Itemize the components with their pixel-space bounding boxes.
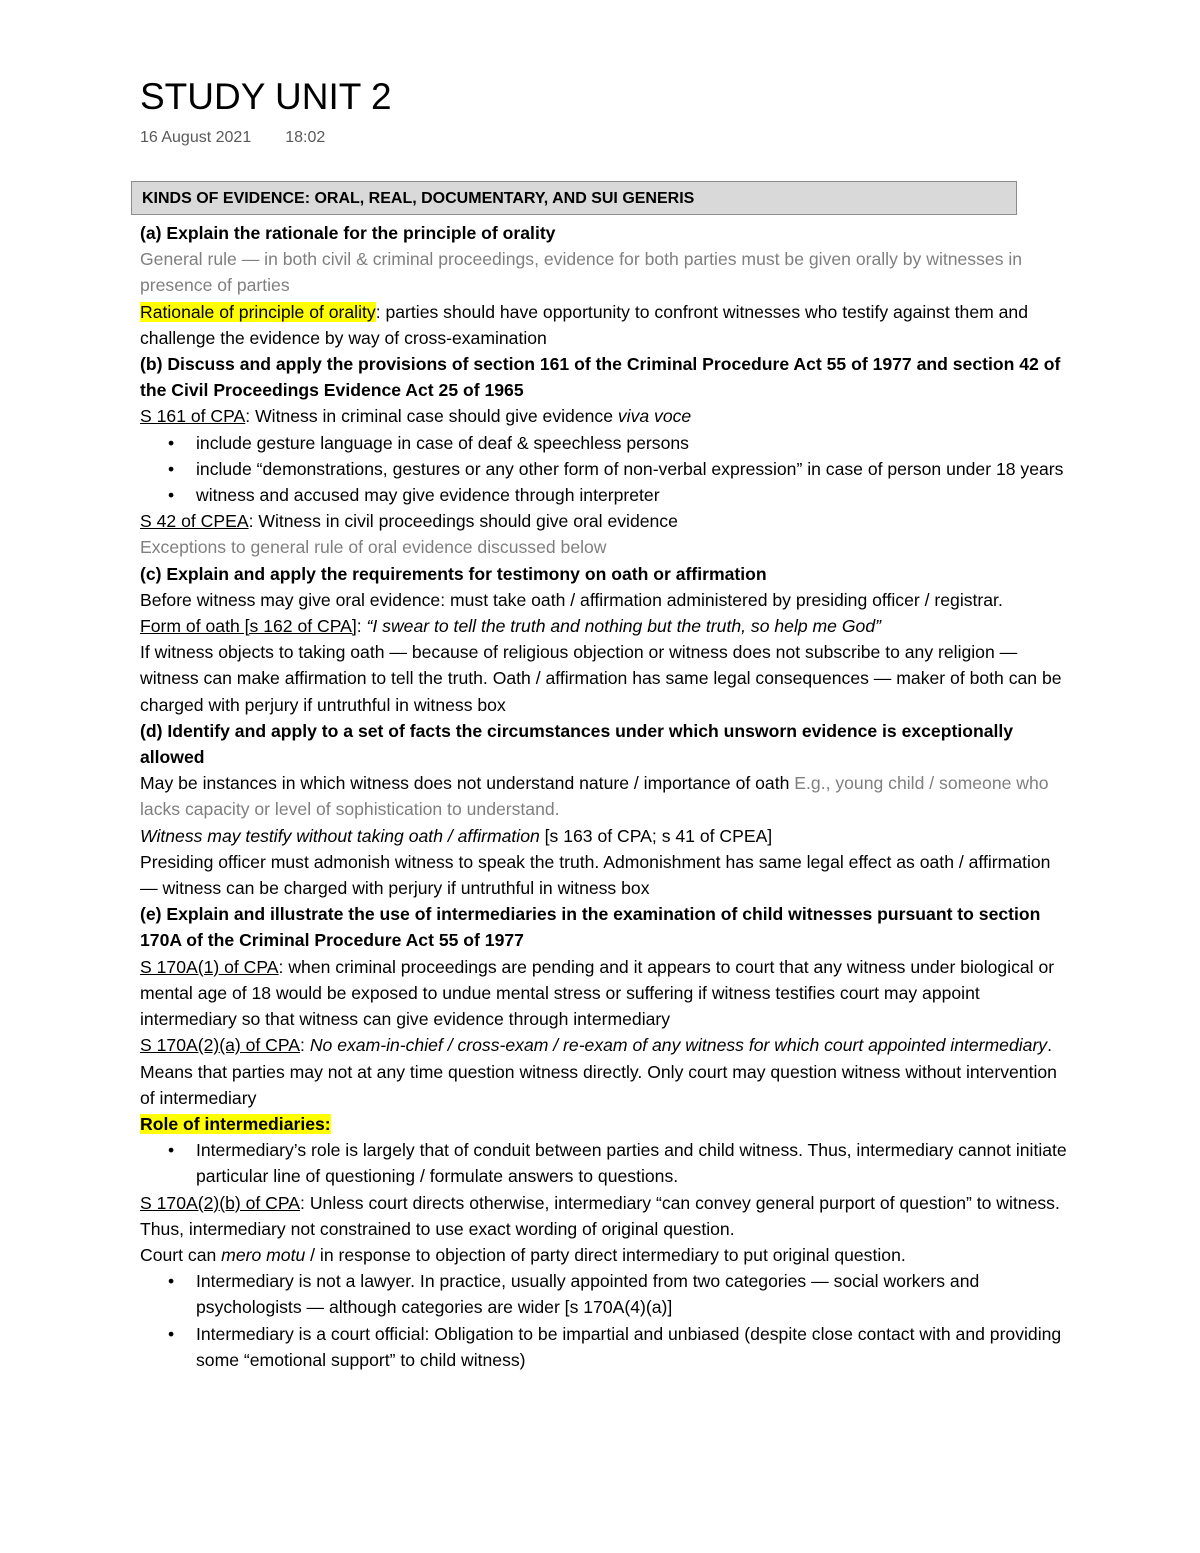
page-title: STUDY UNIT 2 [140, 76, 392, 117]
s170a2b-paragraph [140, 1190, 1070, 1242]
unsworn-ref: [s 163 of CPA; s 41 of CPEA] [539, 825, 773, 846]
mero-motu-post: / in response to objection of party direct intermediary to put original question. [305, 1244, 906, 1265]
s170a2a-paragraph [140, 1032, 1070, 1111]
heading-c: (c) Explain and apply the requirements for testimony on oath or affirmation [140, 563, 767, 584]
s42-text: : Witness in civil proceedings should give oral evidence [248, 511, 678, 532]
s170a2b-label: S 170A(2)(b) of CPA [140, 1192, 301, 1213]
section-header: KINDS OF EVIDENCE: ORAL, REAL, DOCUMENTARY, AND SUI GENERIS [131, 181, 1017, 215]
unsworn-rule-paragraph [140, 823, 1070, 849]
s170a2a-label: S 170A(2)(a) of CPA [140, 1035, 301, 1056]
unsworn-text: May be instances in which witness does not understand nature / importance of oath [140, 773, 795, 794]
mero-motu-pre: Court can [140, 1244, 222, 1265]
list-item: • Intermediary is not a lawyer. In practice, usually appointed from two categories — social workers and psychologists — although categories are wider [s 170A(4)(a)] [196, 1268, 1070, 1320]
s161-bullet-list [140, 430, 1070, 509]
s170a2a-text: . Means that parties may not at any time question witness directly. Only court may question witness without intervention of intermediary [140, 1035, 1057, 1108]
affirmation-paragraph: If witness objects to taking oath — because of religious objection or witness does not subscribe to any religion — witness can make affirmation to tell the truth. Oath / affirmation has same legal consequences — maker of both can be charged with perjury if untruthful in witness box [140, 642, 1062, 715]
role-heading-text: Role of intermediaries: [140, 1113, 331, 1134]
heading-a: (a) Explain the rationale for the principle of orality [140, 223, 556, 243]
heading-b: (b) Discuss and apply the provisions of section 161 of the Criminal Procedure Act 55 of 1977 and section 42 of the Civil Proceedings Evidence Act 25 of 1965 [140, 354, 1061, 401]
oath-form-paragraph [140, 613, 1070, 639]
rationale-paragraph [140, 299, 1070, 351]
oath-intro: Before witness may give oral evidence: must take oath / affirmation administered by presiding officer / registrar. [140, 589, 1003, 610]
s170a1-label: S 170A(1) of CPA [140, 956, 279, 977]
s170a2a-colon: : [300, 1035, 310, 1056]
s170a2a-italic: No exam-in-chief / cross-exam / re-exam of any witness for which court appointed intermediary [309, 1035, 1048, 1056]
mero-motu-italic: mero motu [221, 1244, 306, 1265]
s42-paragraph [140, 508, 1070, 534]
note-date: 16 August 2021 [140, 129, 252, 146]
mero-motu-paragraph [140, 1242, 1070, 1268]
role-heading [140, 1111, 1070, 1137]
note-time: 18:02 [285, 129, 326, 146]
intermediary-bullet-list [140, 1268, 1070, 1373]
note-body [140, 220, 1070, 1373]
heading-e: (e) Explain and illustrate the use of intermediaries in the examination of child witnesses pursuant to section 170A of the Criminal Procedure Act 55 of 1977 [140, 904, 1041, 951]
exceptions-note: Exceptions to general rule of oral evidence discussed below [140, 537, 607, 558]
s170a2b-text: : Unless court directs otherwise, intermediary “can convey general purport of question” to witness. Thus, intermediary not constrained to use exact wording of original question. [140, 1192, 1060, 1239]
list-item: • Intermediary’s role is largely that of conduit between parties and child witness. Thus, intermediary cannot initiate particular line of questioning / formulate answers to questions. [196, 1137, 1070, 1189]
list-item: • include “demonstrations, gestures or any other form of non-verbal expression” in case of person under 18 years [196, 456, 1070, 482]
general-rule: General rule — in both civil & criminal proceedings, evidence for both parties must be given orally by witnesses in presence of parties [140, 249, 1023, 296]
unsworn-example: E.g., young child / someone who lacks capacity or level of sophistication to understand. [140, 773, 1049, 820]
unsworn-rule: Witness may testify without taking oath / affirmation [140, 825, 540, 846]
list-item: • include gesture language in case of deaf & speechless persons [196, 430, 1070, 456]
oath-form-colon: : [356, 616, 367, 637]
unsworn-paragraph [140, 770, 1070, 822]
s161-paragraph [140, 403, 1070, 429]
rationale-label: Rationale of principle of orality [140, 301, 376, 322]
s170a1-text: : when criminal proceedings are pending and it appears to court that any witness under biological or mental age of 18 would be exposed to undue mental stress or suffering if witness testifies court may appoint intermediary so that witness can give evidence through intermediary [140, 956, 1055, 1030]
oath-quote: “I swear to tell the truth and nothing but the truth, so help me God” [366, 616, 881, 637]
heading-d: (d) Identify and apply to a set of facts the circumstances under which unsworn evidence is exceptionally allowed [140, 720, 1014, 768]
list-item: • Intermediary is a court official: Obligation to be impartial and unbiased (despite close contact with and providing some “emotional support” to child witness) [196, 1321, 1070, 1373]
note-timestamp [140, 128, 325, 148]
oath-form-label: Form of oath [s 162 of CPA] [140, 616, 357, 637]
admonish-paragraph: Presiding officer must admonish witness to speak the truth. Admonishment has same legal effect as oath / affirmation — witness can be charged with perjury if untruthful in witness box [140, 851, 1051, 899]
s170a1-paragraph [140, 954, 1070, 1033]
s161-label: S 161 of CPA [140, 406, 246, 427]
s42-label: S 42 of CPEA [140, 511, 249, 532]
s161-italic: viva voce [617, 406, 692, 427]
rationale-text: : parties should have opportunity to confront witnesses who testify against them and challenge the evidence by way of cross-examination [140, 301, 1029, 348]
role-bullet-list [140, 1137, 1070, 1189]
list-item: • witness and accused may give evidence through interpreter [196, 482, 1070, 508]
s161-text: : Witness in criminal case should give evidence [245, 406, 618, 427]
